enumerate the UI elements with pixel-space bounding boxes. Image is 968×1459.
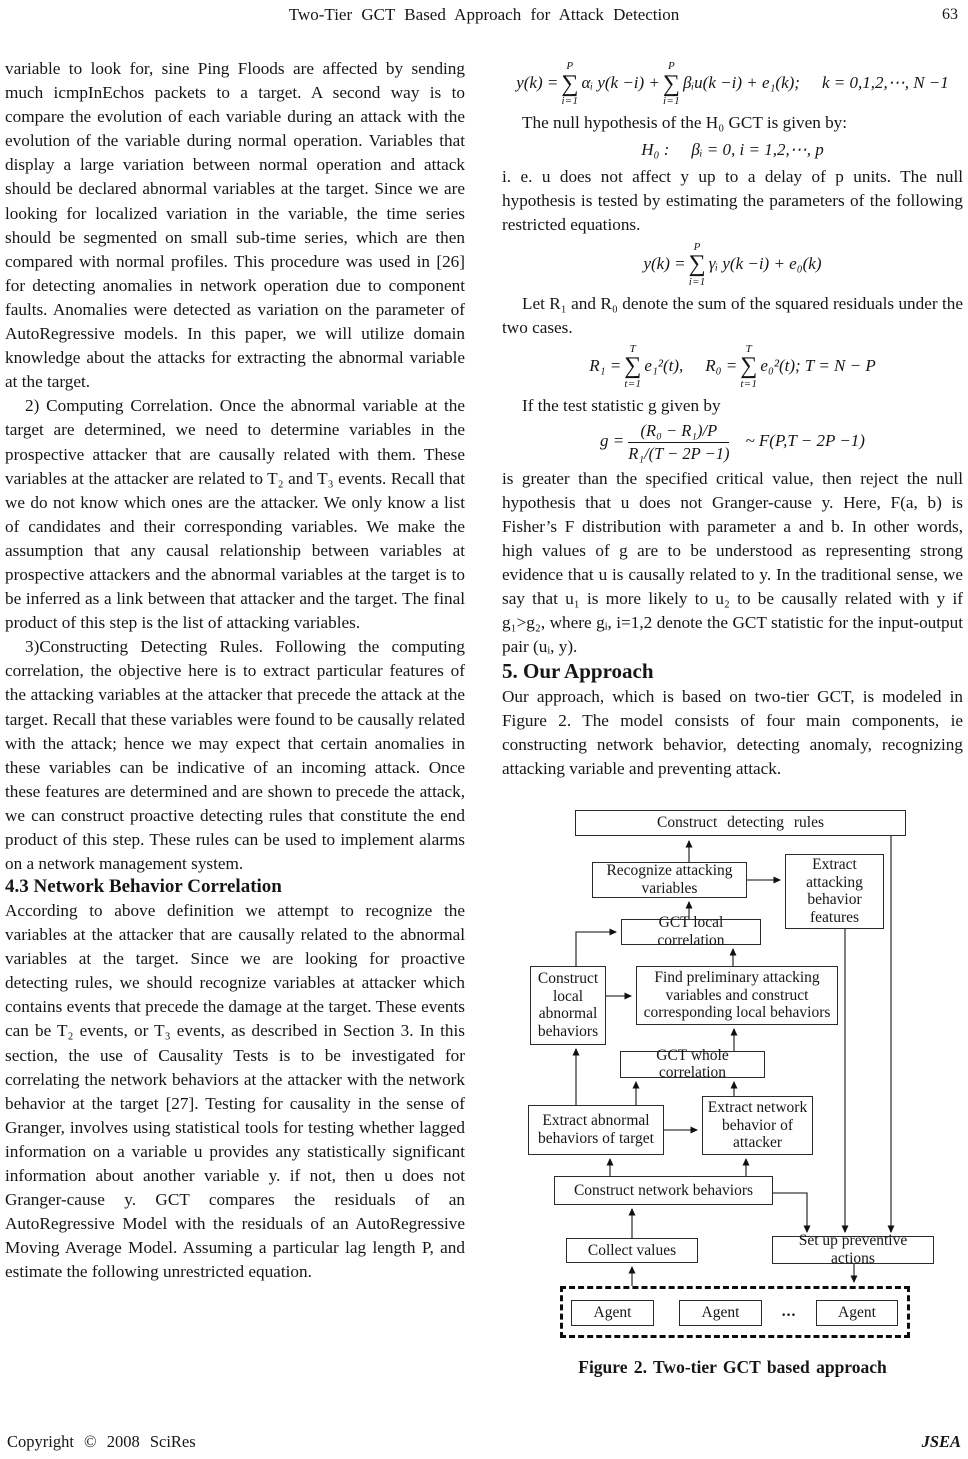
- paragraph-computing-correlation: 2) Computing Correlation. Once the abnormal variable at the target are determined, we need to determine variables in the prospective attacker that are causally related with them. These variables at the attacker are related to T₂ and T₃ events. Recall that we do not know which ones are the attacker. We only know a list of candidates and their corresponding variables. We make the assumption that any causal relationship between variables at prospective attackers and the abnormal variables at the target is to be inferred as a link between that attacker and the target. The final product of this step is the list of attacking variables.: [5, 396, 465, 633]
- paragraph-test-statistic: If the test statistic g given by: [522, 395, 721, 415]
- eq-rhs: γᵢ y(k −i) + e₀(k): [708, 253, 822, 273]
- paragraph-let-residuals: Let R₁ and R₀ denote the sum of the squared residuals under the two cases.: [502, 293, 963, 337]
- paragraph-ie-delay: i. e. u does not affect y up to a delay of p units. The null hypothesis is tested by estimating the parameters of the following restricted equations.: [502, 167, 963, 235]
- fraction-numerator: (R₀ − R₁)/P: [628, 421, 729, 443]
- flow-node-gct-local-correlation: GCT local correlation: [621, 919, 761, 945]
- sum-lower-limit: i=1: [688, 275, 706, 288]
- sum-upper-limit: T: [629, 342, 637, 355]
- journal-abbreviation: JSEA: [921, 1432, 961, 1451]
- flow-node-set-up-preventive-actions: Set up preventive actions: [772, 1236, 934, 1264]
- eq-term: e₁²(t),: [644, 355, 684, 375]
- sum-operator: [624, 343, 641, 391]
- flow-node-extract-attacking-behavior-features: Extract attacking behavior features: [785, 854, 884, 929]
- flow-node-find-preliminary-attacking-variables: Find preliminary attacking variables and construct corresponding local behaviors: [636, 966, 838, 1025]
- eq-rhs: βᵢ = 0, i = 1,2,⋯, p: [691, 140, 824, 160]
- equation-g-statistic: [502, 421, 963, 464]
- sum-upper-limit: P: [667, 60, 675, 72]
- sigma-glyph: ∑: [624, 353, 642, 380]
- figure-caption: Figure 2. Two-tier GCT based approach: [578, 1356, 887, 1377]
- equation-unrestricted-model: [502, 60, 963, 108]
- flow-node-gct-whole-correlation: GCT whole correlation: [620, 1051, 765, 1078]
- eq-lhs: R₁ =: [589, 355, 622, 375]
- paragraph-our-approach: Our approach, which is based on two-tier GCT, is modeled in Figure 2. The model consists of four main components, ie constructing network behavior, detecting anomaly, recognizing attacking variable and preventing attack.: [502, 686, 963, 778]
- copyright-notice: Copyright © 2008 SciRes: [7, 1432, 196, 1451]
- sum-lower-limit: t=1: [624, 378, 642, 391]
- paragraph-ping-floods: variable to look for, sine Ping Floods are affected by sending much icmpInEchos packets to a target. A second way is to compare the evolution of each variable during an attack with the evolution of the variable during normal operation. Variables that display a large variation between normal operation and attack should be declared abnormal variables at the target. Since we are looking for localized variation in the variable, the time series should be segmented on small sub-time series, which are then compared with normal profiles. This procedure was used in [26] for detecting anomalies in network operation due to component faults. Anomalies were detected as variation on the parameter of AutoRegressive models. In this paper, we will utilize domain knowledge about the attacks for extracting the abnormal variable at the target.: [5, 59, 465, 392]
- flow-node-construct-network-behaviors: Construct network behaviors: [554, 1176, 773, 1205]
- section-heading-5: 5. Our Approach: [502, 659, 654, 684]
- eq-lhs: H₀ :: [641, 140, 670, 160]
- flow-node-construct-detecting-rules: Construct detecting rules: [575, 810, 906, 836]
- page-header: [0, 5, 968, 29]
- sigma-glyph: ∑: [662, 70, 681, 97]
- flow-node-agent-1: Agent: [571, 1300, 654, 1326]
- sum-lower-limit: t=1: [740, 378, 758, 391]
- eq-lhs: y(k) =: [643, 253, 686, 273]
- sum-operator: [689, 241, 706, 289]
- flowchart: [514, 793, 966, 1341]
- sum-upper-limit: P: [693, 240, 701, 253]
- paragraph-network-behavior-correlation: According to above definition we attempt to recognize the variables at the attacker that are causally related to the abnormal variables at the target. Since we are looking for proactive detecting rules, we should recognize variables at attacker which contains events that precede the damage at the target. These events can be T₂ events, or T₃ events, as described in Section 3. In this section, the use of Causality Tests is to be investigated for correlating the network behaviors at the attacker with the network behavior at the target [27]. Testing for causality in the sense of Granger, involves using statistical tools for testing whether lagged information on a variable u provides any statistically significant information about another variable y. if not, then u does not Granger-cause y. GCT compares the residuals of an AutoRegressive Model with the residuals of an AutoRegressive Moving Average Model. Assuming a particular lag length P, and estimate the following unrestricted equation.: [5, 900, 465, 1282]
- figure-2: [502, 793, 963, 1379]
- paper-title: Two-Tier GCT Based Approach for Attack Detection: [288, 5, 680, 24]
- eq-term: βᵢu(k −i) + e₁(k);: [683, 72, 800, 92]
- sum-operator: [740, 343, 757, 391]
- eq-rhs: ~ F(P,T − 2P −1): [745, 431, 865, 451]
- flow-node-agent-2: Agent: [679, 1300, 762, 1326]
- sum-operator: [561, 60, 578, 108]
- sum-lower-limit: i=1: [561, 95, 579, 108]
- section-heading-4-3: 4.3 Network Behavior Correlation: [5, 876, 282, 898]
- flow-node-construct-local-abnormal-behaviors: Construct local abnormal behaviors: [530, 966, 606, 1045]
- eq-condition: k = 0,1,2,⋯, N −1: [821, 72, 949, 92]
- flow-node-agent-3: Agent: [816, 1300, 898, 1326]
- fraction: [628, 421, 729, 464]
- eq-term: αᵢ y(k −i) +: [581, 72, 660, 92]
- sum-upper-limit: T: [745, 342, 753, 355]
- eq-lhs: R₀ =: [705, 355, 738, 375]
- equation-residual-sums: [502, 343, 963, 391]
- sum-upper-limit: P: [566, 60, 574, 72]
- sum-operator: [663, 60, 680, 108]
- page-number: 63: [942, 6, 958, 23]
- eq-term: e₀²(t); T = N − P: [760, 355, 876, 375]
- eq-lhs: g =: [600, 431, 625, 451]
- paragraph-null-hypothesis: The null hypothesis of the H₀ GCT is given by:: [522, 113, 848, 133]
- flow-node-extract-abnormal-behaviors-of-target: Extract abnormal behaviors of target: [528, 1105, 664, 1155]
- equation-restricted-model: [502, 241, 963, 289]
- sigma-glyph: ∑: [740, 353, 758, 380]
- equation-h0: [502, 138, 963, 162]
- page-footer: [7, 1432, 961, 1452]
- agents-ellipsis: ...: [781, 1303, 797, 1321]
- two-column-body: [0, 57, 968, 1379]
- sigma-glyph: ∑: [688, 251, 706, 278]
- sum-lower-limit: i=1: [663, 95, 680, 108]
- flow-node-extract-network-behavior-of-attacker: Extract network behavior of attacker: [702, 1096, 813, 1155]
- left-column: [5, 57, 465, 1379]
- flow-node-collect-values: Collect values: [566, 1238, 698, 1263]
- paragraph-constructing-rules: 3)Constructing Detecting Rules. Following the computing correlation, the objective here is to extract particular features of the attacking variables at the attacker that precede the attack at the target. Recall that these variables were found to be causally related with the attack; hence we may expect that certain anomalies in these variables can be indicative of an incoming attack. Once these features are determined and are shown to precede the attack, we can construct proactive detecting rules that constitute the end product of this step. These rules can be used to implement alarms on a network management system.: [5, 637, 465, 874]
- eq-lhs: y(k) =: [516, 72, 559, 92]
- flow-node-recognize-attacking-variables: Recognize attacking variables: [592, 862, 747, 898]
- paragraph-reject-null: is greater than the specified critical value, then reject the null hypothesis that u does not Granger-cause y. Here, F(a, b) is Fisher’s F distribution with parameter a and b. In other words, high values of g are to be understood as representing strong evidence that u is causally related to y. In the traditional sense, we say that u₁ is more likely to u₂ to be causally related with y if g₁>g₂, where gᵢ, i=1,2 denote the GCT statistic for the input-output pair (uᵢ, y).: [502, 468, 963, 657]
- right-column: [502, 57, 963, 1379]
- fraction-denominator: R₁/(T − 2P −1): [628, 443, 730, 463]
- sigma-glyph: ∑: [561, 70, 579, 97]
